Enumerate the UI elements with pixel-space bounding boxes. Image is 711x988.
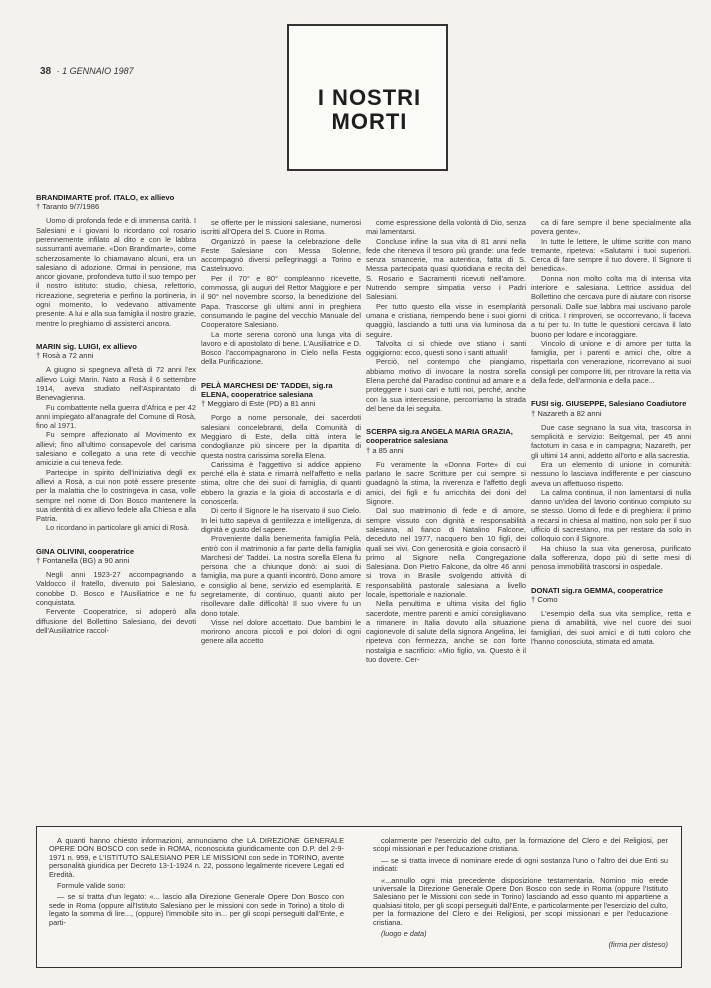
obituary-paragraph: La calma continua, il non lamentarsi di nulla danno un'idea del lavorio continuo compiuto su se stesso. Uomo di fede e di preghiera: il primo a recarsi in chiesa al mattino, non solo per il suo ufficio di sacrestano, ma per restare da solo in colloquio con il Signore. — [531, 487, 691, 544]
page-folio — [40, 66, 134, 77]
notice-place-date: (luogo e data) — [381, 929, 427, 939]
obituary-death-info: † Taranto 9/7/1986 — [36, 202, 100, 212]
obituary-entry — [201, 381, 361, 646]
obituary-column-1 — [36, 193, 196, 649]
section-title — [299, 86, 440, 134]
notice-paragraph: colarmente per l'esercizio del culto, per la formazione del Clero e dei Religiosi, per scopi missionari e per l'educazione cristiana. — [373, 836, 668, 854]
obituary-paragraph: Partecipe in spirito dell'iniziativa degli ex allievi a Rosà, a cui non potè essere presente per la malattia che lo costringeva in casa, volle sempre nel nome di Don Bosco mantenere la sua identità di ex allievo fedele alla Chiesa e alla Patria. — [36, 467, 196, 524]
obituary-paragraph: Organizzò in paese la celebrazione delle Feste Salesiane con Messa Solenne, accompagnò diversi pellegrinaggi a Torino e Castelnuovo. — [201, 236, 361, 274]
obituary-paragraph: Ha chiuso la sua vita generosa, purificato dalla sofferenza, dopo più di sette mesi di penosa immobilità trascorsi in ospedale. — [531, 543, 691, 572]
obituary-name: DONATI sig.ra GEMMA, cooperatrice — [531, 585, 663, 595]
obituary-paragraph: Fu veramente la «Donna Forte» di cui parlano le sacre Scritture per cui sempre si guadagnò la stima, la riverenza e l'affetto degli amici, dei figli e fu arricchita dei doni del Signore. — [366, 459, 526, 507]
obituary-name: MARIN sig. LUIGI, ex allievo — [36, 341, 137, 351]
obituary-paragraph: Per tutto questo ella visse in esemplarità umana e cristiana, riempendo bene i suoi giorni quaggiù, lasciando a tutti una via luminosa da seguire. — [366, 301, 526, 339]
obituary-name: PELÀ MARCHESI DE' TADDEI, sig.ra ELENA, cooperatrice salesiana — [201, 380, 333, 399]
obituary-paragraph: ca di fare sempre il bene specialmente alla povera gente». — [531, 218, 691, 237]
obituary-entry — [531, 399, 691, 571]
obituary-name: BRANDIMARTE prof. ITALO, ex allievo — [36, 193, 175, 202]
obituary-paragraph: L'esempio della sua vita semplice, retta e piena di amabilità, vive nel cuore dei suoi famigliari, dei suoi amici e di tutti coloro che l'hanno conosciuta, stimata ed amata. — [531, 608, 691, 646]
obituary-entry — [366, 427, 526, 664]
obituary-paragraph: Lo ricordano in particolare gli amici di Rosà. — [46, 523, 190, 533]
notice-paragraph: A quanti hanno chiesto informazioni, annunciamo che LA DIREZIONE GENERALE OPERE DON BOSCO con sede in ROMA, riconosciuta giuridicamente con D.P. del 2-9-1971 n. 959, e L'ISTITUTO SALESIANO PER LE MISSIONI con sede in TORINO, avente personalità giuridica per Decreto 13-1-1924 n. 22, possono legalmente ricevere Legati ed Eredità. — [49, 836, 344, 879]
obituary-paragraph: Vincolo di unione e di amore per tutta la famiglia, per i parenti e amici che, oltre a rispettarla con venerazione, ricorrevano ai suoi consigli per comporre liti, per ritrovare la retta via della fede, dell'armonia e della pace... — [531, 338, 691, 386]
obituary-entry — [36, 342, 196, 533]
obituary-paragraph: Porgo a nome personale, dei sacerdoti salesiani concelebranti, della Comunità di Meggiaro di Este, della città intera le condoglianze più sincere per la dipartita di questa nostra carissima sorella Elena. — [201, 413, 361, 460]
notice-left-column — [49, 837, 344, 930]
obituary-entry — [36, 193, 196, 328]
obituary-paragraph: Dal suo matrimonio di fede e di amore, sempre vissuto con dignità e responsabilità salesiana, al fianco di Natalino Falcone, deceduto nel 1977, nacquero ben 10 figli, dei quali sei vivi. Con generosità e gioia consacrò il primo al Signore nella Congregazione Salesiana. Don Pietro Falcone, da oltre 46 anni si trova in Brasile svolgendo attività di responsabilità pastorale salesiana a livello locale, ispettoriale e nazionale. — [366, 506, 526, 599]
obituary-entry — [366, 218, 526, 413]
obituary-paragraph: se offerte per le missioni salesiane, numerosi iscritti all'Opera del S. Cuore in Roma. — [201, 218, 361, 237]
notice-right-column — [373, 837, 668, 953]
obituary-paragraph: Fu combattente nella guerra d'Africa e per 42 anni impiegato all'anagrafe del Comune di Rosà, fino al 1971. — [36, 402, 196, 431]
obituary-death-info: † Fontanella (BG) a 90 anni — [36, 555, 130, 565]
obituary-paragraph: Uomo di profonda fede e di immensa carità. I Salesiani e i giovani lo ricordano col rosario perennemente infilato al dito e con le labbra sussurranti avemarie. «Don Brandimarte», come scherzosamente lo chiamavano alcuni, era un salesiano di adozione. Ormai in pensione, ma ancor giovane, profondeva tutto il suo tempo per il nostro istituto: studio, chiesa, refettorio, ricreazione, segreteria e perfino la portineria, in ogni momento, lo vedevano attivamente presente. A lui e alla sua famiglia il nostro grazie, mentre lo preghiamo di assisterci ancora. — [36, 216, 196, 328]
page-number: 38 — [40, 66, 52, 77]
obituary-paragraph: Di certo il Signore le ha riservato il suo Cielo. In lei tutto sapeva di gentilezza e intelligenza, di dignità e gusto del sapere. — [201, 506, 361, 534]
section-title-box — [287, 24, 448, 171]
notice-signature: (firma per disteso) — [608, 940, 668, 950]
obituary-paragraph: In tutte le lettere, le ultime scritte con mano tremante, ripeteva: «Salutami i tuoi superiori. Cerca di fare sempre il tuo dovere. Il Signore ti benedica». — [531, 236, 691, 274]
obituary-name: GINA OLIVINI, cooperatrice — [36, 546, 135, 556]
obituary-column-4 — [531, 218, 691, 660]
obituary-death-info: † Nazareth a 82 anni — [531, 408, 602, 418]
notice-paragraph: — se si tratta d'un legato: «... lascio alla Direzione Generale Opere Don Bosco con sede in Roma (oppure all'Istituto Salesiano per le missioni con sede in Torino) a titolo di legato la somma di lire..., (oppure) l'immobile sito in... per gli scopi perseguiti dall'Ente, e parti- — [49, 892, 344, 927]
obituary-death-info: † Como — [531, 594, 558, 604]
issue-date: · 1 GENNAIO 1987 — [56, 66, 134, 76]
obituary-entry — [201, 218, 361, 367]
obituary-paragraph: Concluse infine la sua vita di 81 anni nella fede che riteneva il tesoro più grande: una fede senza smancerie, ma autentica, fatta di S. Messa partecipata quasi quotidiana e recita del S. Rosario e Sacramenti ricevuti nell'amore. Nutrendo sempre simpatia verso i Padri Salesiani. — [366, 236, 526, 302]
notice-paragraph: Formule valide sono: — [57, 881, 126, 891]
section-title-line-1: I NOSTRI — [317, 85, 422, 110]
obituary-paragraph: Due case segnano la sua vita, trascorsa in semplicità e servizio: Beitgemal, per 45 anni factotum in casa e in campagna; Nazareth, per gli ultimi 14 anni, addetto all'orto e alla sacrestia. — [531, 422, 691, 460]
obituary-paragraph: Per il 70° e 80° compleanno ricevette, commossa, gli auguri del Rettor Maggiore e per il 90° nel novembre scorso, la benedizione del Papa. Trascorse gli ultimi anni in preghiera consumando le pagine del vecchio Manuale del Cooperatore Salesiano. — [201, 273, 361, 330]
obituary-entry — [531, 218, 691, 385]
obituary-paragraph: Perciò, nel contempo che piangiamo, abbiamo motivo di invocare la nostra sorella Elena perché dal Paradiso continui ad amare e a proteggere i suoi cari e tutti noi, perché, anche con la sua intercessione, percorriamo la strada del bene da lei seguita. — [366, 357, 526, 413]
obituary-death-info: † a 85 anni — [366, 445, 404, 455]
obituary-name: SCERPA sig.ra ANGELA MARIA GRAZIA, cooperatrice salesiana — [366, 427, 513, 446]
obituary-death-info: † Rosà a 72 anni — [36, 351, 94, 361]
obituary-paragraph: come espressione della volontà di Dio, senza mai lamentarsi. — [366, 218, 526, 237]
obituary-column-3 — [366, 218, 526, 678]
obituary-entry — [531, 586, 691, 647]
obituary-paragraph: Era un elemento di unione in comunità: nessuno lo lasciava indifferente e per ciascuno aveva un affettuoso rispetto. — [531, 459, 691, 488]
obituary-entry — [36, 547, 196, 635]
obituary-paragraph: Proveniente dalla benemerita famiglia Pelà, entrò con il matrimonio a far parte della famiglia Marchesi de' Taddei. La nostra sorella Elena fu persona che a chiunque donò: ai suoi di famiglia, ma pure a quanti incontrò. Dono amore e consiglio al bene, servizio ed esemplarità. E segretamente, di continuo, quanti aiuto per risollevare dalle difficoltà! Il suo vivere fu un dono totale. — [201, 534, 361, 618]
legacy-notice-box — [36, 826, 682, 968]
notice-paragraph: «...annullo ogni mia precedente disposizione testamentaria. Nomino mio erede universale la Direzione Generale Opere Don Bosco con sede in Roma (oppure l'Istituto Salesiano per le Missioni con sede in Torino) lasciando ad esso quanto mi appartiene a qualsiasi titolo, per gli scopi perseguiti dall'Ente, e particolarmente per l'esercizio del culto, per la formazione del Clero e dei Religiosi, per scopi missionari e per l'educazione cristiana. — [373, 875, 668, 927]
section-title-line-2: MORTI — [331, 109, 408, 134]
obituary-paragraph: Carissima è l'aggettivo si addice appieno perché ella è stata e rimarrà nell'affetto e nella stima, oltre che dei suoi di famiglia, di quanti ebbero la grazia e la gioia di accostarla e di conoscerla. — [201, 459, 361, 507]
obituary-paragraph: Talvolta ci si chiede ove stiano i santi oggigiorno: ecco, questi sono i santi attuali! — [366, 338, 526, 358]
notice-paragraph: — se si tratta invece di nominare erede di ogni sostanza l'uno o l'altro dei due Enti su indicati: — [373, 855, 668, 874]
obituary-paragraph: La morte serena coronò una lunga vita di lavoro e di apostolato di bene. L'Ausiliatrice e D. Bosco l'accompagnarono in Cielo nella Festa della Purificazione. — [201, 329, 361, 367]
obituary-paragraph: Donna non molto colta ma di intensa vita interiore e salesiana. Lettrice assidua del Bollettino che cercava pure di aiutare con risorse personali. Dalle sue labbra mai uscivano parole di critica. I rimproveri, se occorrevano, li faceva a tu per tu. In tutte le questioni cercava il lato buono per lodare e incoraggiare. — [531, 273, 691, 339]
obituary-name: FUSI sig. GIUSEPPE, Salesiano Coadiutore — [531, 399, 687, 409]
obituary-paragraph: Fu sempre affezionato al Movimento ex allievi; fino all'ultimo consapevole del carisma salesiano e collegato a una rete di vecchie amicizie a cui teneva fede. — [36, 430, 196, 468]
obituary-paragraph: A giugno si spegneva all'età di 72 anni l'ex allievo Luigi Marin. Nato a Rosà il 6 settembre 1914, aveva studiato nell'Aspirantato di Benevagienna. — [36, 365, 196, 403]
obituary-paragraph: Fervente Cooperatrice, si adoperò alla diffusione del Bollettino Salesiano, dei devoti dell'Ausiliatrice raccol- — [36, 607, 196, 635]
obituary-column-2 — [201, 218, 361, 660]
obituary-death-info: † Meggiaro di Este (PD) a 81 anni — [201, 399, 316, 409]
obituary-paragraph: Nella penultima e ultima visita del figlio sacerdote, mentre parenti e amici consigliavano a rimanere in Italia dovuto alla situazione cagionevole di salute della signora Angelina, lei ripeteva con fermezza, anche se con forte nostalgia e sacrificio: «Mio figlio, va. Questo è il tuo dovere. Cer- — [366, 599, 526, 665]
obituary-paragraph: Negli anni 1923-27 accompagnando a Valdocco il fratello, divenuto poi Salesiano, conobbe D. Bosco e l'Ausiliatrice e ne fu conquistata. — [36, 570, 196, 608]
obituary-paragraph: Visse nel dolore accettato. Due bambini le morirono ancora piccoli e poi dolori di ogni genere alla accetto — [201, 617, 361, 646]
